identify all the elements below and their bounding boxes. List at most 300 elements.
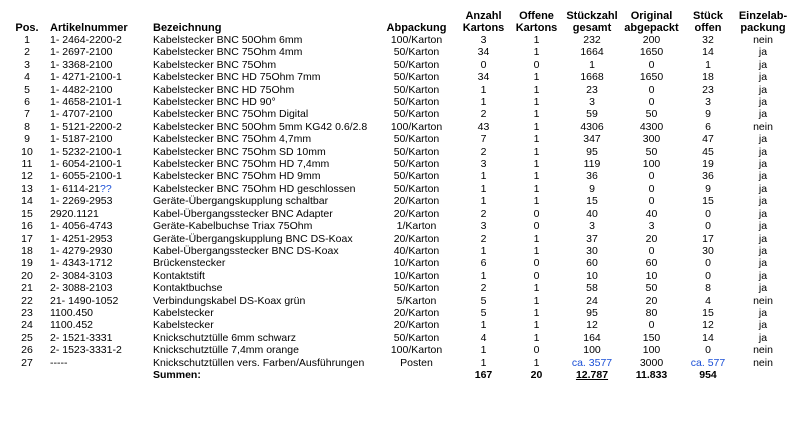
cell-stueck-offen: 32 [702,34,714,46]
table-row [6,344,792,356]
cell-pos: 20 [21,269,33,282]
cell-abpackung: 50/Karton [393,331,440,344]
cell-stueckzahl-gesamt: 1668 [580,71,604,84]
cell-offene-kartons: 0 [533,257,540,270]
cell-bezeichnung: Kabelstecker [153,306,214,319]
cell-artikelnummer: 1- 6054-2100-1 [50,158,122,171]
cell-bezeichnung: Kabelstecker BNC 75Ohm Digital [153,108,309,121]
cell-anzahl-kartons: 0 [480,58,487,71]
cell-stueck-offen: 45 [702,145,714,158]
cell-einzelabpackung: ja [758,269,768,282]
cell-original-abgepackt: 300 [642,133,661,146]
cell-stueckzahl-gesamt: 23 [586,83,598,96]
cell-einzelabpackung: nein [753,356,773,369]
cell-stueck-offen: 0 [705,220,711,233]
cell-stueck-offen: 47 [702,133,714,146]
cell-stueckzahl-gesamt: 9 [589,182,595,195]
cell-pos: 6 [24,96,30,109]
cell-pos: 25 [21,331,33,344]
cell-pos: 17 [21,232,33,245]
cell-offene-kartons: 1 [533,331,540,344]
table-row [6,195,792,207]
cell-pos: 26 [21,344,33,357]
cell-einzelabpackung: ja [758,170,768,183]
cell-offene-kartons: 1 [533,158,540,171]
cell-original-abgepackt: 50 [645,108,658,121]
cell-original-abgepackt: 80 [645,306,658,319]
cell-offene-kartons: 1 [533,120,540,133]
cell-artikelnummer: 1- 2464-2200-2 [50,34,122,46]
cell-einzelabpackung: ja [758,220,768,233]
cell-pos: 24 [21,319,33,332]
cell-anzahl-kartons: 2 [480,232,487,245]
cell-einzelabpackung: ja [758,306,768,319]
cell-abpackung: 50/Karton [393,83,440,96]
cell-stueckzahl-gesamt: 15 [586,195,598,208]
summary-empty-art [48,369,151,381]
summary-label: Summen: [153,368,201,381]
summary-empty-abp [376,369,457,381]
cell-stueck-offen: 15 [702,195,714,208]
table-row [6,158,792,170]
cell-artikelnummer: 1- 2697-2100 [50,46,113,59]
header-original-abgepackt: Original abgepackt [624,10,679,34]
cell-bezeichnung: Brückenstecker [153,257,226,270]
cell-bezeichnung: Kabelstecker BNC 50Ohm 5mm KG42 0.6/2.8 [153,120,368,133]
table-row [6,208,792,220]
cell-original-abgepackt: 1650 [639,71,664,84]
cell-bezeichnung: Geräte-Übergangskupplung BNC DS-Koax [153,232,353,245]
cell-stueck-offen: 9 [705,182,711,195]
cell-artikelnummer: 1- 2269-2953 [50,195,113,208]
cell-anzahl-kartons: 1 [480,356,487,369]
cell-offene-kartons: 1 [533,108,540,121]
cell-original-abgepackt: 200 [642,34,661,46]
cell-original-abgepackt: 50 [645,145,658,158]
cell-original-abgepackt: 150 [642,331,661,344]
cell-stueck-offen: 30 [702,244,714,257]
cell-stueckzahl-gesamt: 60 [586,257,598,270]
cell-bezeichnung: Kabelstecker BNC HD 75Ohm 7mm [153,71,321,84]
cell-einzelabpackung: ja [758,232,768,245]
cell-stueckzahl-gesamt: 12 [586,319,598,332]
header-row [6,10,792,34]
cell-offene-kartons: 1 [533,356,540,369]
cell-offene-kartons: 1 [533,83,540,96]
cell-anzahl-kartons: 4 [480,331,487,344]
table-row [6,84,792,96]
cell-einzelabpackung: ja [758,108,768,121]
cell-offene-kartons: 0 [533,220,540,233]
table-row [6,108,792,120]
cell-bezeichnung: Kabel-Übergangsstecker BNC DS-Koax [153,244,339,257]
cell-original-abgepackt: 3 [648,220,655,233]
cell-bezeichnung: Kabel-Übergangsstecker BNC Adapter [153,207,333,220]
cell-anzahl-kartons: 6 [480,257,487,270]
cell-bezeichnung: Knickschutztülle 7,4mm orange [153,344,299,357]
cell-pos: 21 [21,282,33,295]
cell-einzelabpackung: ja [758,83,768,96]
cell-anzahl-kartons: 34 [477,71,490,84]
cell-einzelabpackung: nein [753,120,773,133]
cell-stueck-offen: 17 [702,232,714,245]
cell-stueck-offen: 15 [702,306,714,319]
cell-offene-kartons: 0 [533,269,540,282]
table-row [6,46,792,58]
cell-abpackung: 100/Karton [390,344,443,357]
cell-abpackung: 20/Karton [393,306,440,319]
cell-artikelnummer: 1- 6114-21?? [50,182,112,195]
table-row [6,282,792,294]
cell-original-abgepackt: 0 [648,319,655,332]
header-offene-kartons: Offene Kartons [515,10,558,34]
cell-stueckzahl-gesamt: 3 [589,96,595,109]
cell-offene-kartons: 1 [533,306,540,319]
cell-bezeichnung: Kontaktbuchse [153,282,223,295]
cell-stueckzahl-gesamt: 164 [583,331,601,344]
cell-offene-kartons: 1 [533,319,540,332]
cell-original-abgepackt: 4300 [639,120,664,133]
cell-pos: 4 [24,71,30,84]
table-row [6,133,792,145]
cell-pos: 19 [21,257,33,270]
header-pos: Pos. [15,22,39,34]
cell-abpackung: 50/Karton [393,46,440,59]
header-stueck-offen: Stück offen [693,10,723,34]
table-row [6,257,792,269]
table-row [6,332,792,344]
header-artikelnummer: Artikelnummer [50,22,128,34]
cell-stueck-offen: 0 [705,207,711,220]
cell-einzelabpackung: ja [758,182,768,195]
cell-bezeichnung: Knickschutztüllen vers. Farben/Ausführungen [153,356,365,369]
cell-stueckzahl-gesamt: 40 [586,207,598,220]
cell-original-abgepackt: 0 [648,58,655,71]
cell-original-abgepackt: 20 [645,232,658,245]
cell-einzelabpackung: ja [758,71,768,84]
summary-row [6,369,792,381]
cell-pos: 8 [24,120,30,133]
unknown-marker: ?? [100,182,112,195]
cell-pos: 18 [21,244,33,257]
summary-anzahl: 167 [474,368,493,381]
cell-stueck-offen: 0 [705,344,711,357]
cell-pos: 9 [24,133,30,146]
cell-anzahl-kartons: 2 [480,145,487,158]
cell-pos: 10 [21,145,33,158]
cell-offene-kartons: 1 [533,96,540,109]
table-row [6,295,792,307]
cell-stueck-offen: 4 [705,294,711,307]
cell-original-abgepackt: 0 [648,195,655,208]
cell-artikelnummer: 1- 4658-2101-1 [50,96,122,109]
cell-stueck-offen: 8 [705,282,711,295]
cell-stueck-offen: 6 [705,120,711,133]
cell-stueckzahl-gesamt: 36 [586,170,598,183]
cell-stueckzahl-gesamt: 100 [583,344,601,357]
cell-bezeichnung: Geräte-Kabelbuchse Triax 75Ohm [153,220,313,233]
cell-artikelnummer: 1- 5187-2100 [50,133,113,146]
cell-abpackung: 5/Karton [396,294,437,307]
cell-stueckzahl-gesamt: 347 [583,133,601,146]
cell-abpackung: 40/Karton [393,244,440,257]
cell-artikelnummer: 1100.452 [50,319,94,332]
cell-anzahl-kartons: 1 [480,195,487,208]
cell-anzahl-kartons: 2 [480,108,487,121]
cell-artikelnummer: 1- 4279-2930 [50,244,113,257]
cell-abpackung: 50/Karton [393,145,440,158]
cell-abpackung: 20/Karton [393,207,440,220]
cell-original-abgepackt: 0 [648,170,655,183]
cell-offene-kartons: 0 [533,207,540,220]
summary-offene: 20 [530,368,543,381]
cell-artikelnummer: 1- 4707-2100 [50,108,113,121]
table-row [6,146,792,158]
cell-anzahl-kartons: 43 [477,120,490,133]
cell-pos: 2 [24,46,30,59]
cell-artikelnummer: 1- 4251-2953 [50,232,113,245]
header-anzahl-kartons: Anzahl Kartons [462,10,505,34]
cell-stueck-offen: 0 [705,257,711,270]
table-row [6,170,792,182]
table-row [6,59,792,71]
cell-original-abgepackt: 0 [648,96,655,109]
cell-anzahl-kartons: 1 [480,319,487,332]
cell-bezeichnung: Kabelstecker BNC 75Ohm SD 10mm [153,145,326,158]
cell-stueckzahl-gesamt: ca. 3577 [571,356,613,369]
table-row [6,270,792,282]
cell-bezeichnung: Kabelstecker BNC 75Ohm [153,58,277,71]
cell-stueckzahl-gesamt: 119 [583,158,601,171]
cell-pos: 16 [21,220,33,233]
cell-anzahl-kartons: 2 [480,282,487,295]
cell-stueck-offen: 14 [702,46,714,59]
cell-einzelabpackung: nein [753,294,773,307]
cell-pos: 13 [21,182,33,195]
cell-stueckzahl-gesamt: 58 [586,282,598,295]
cell-pos: 27 [21,356,33,369]
cell-artikelnummer: ----- [50,356,68,369]
cell-stueckzahl-gesamt: 1664 [580,46,604,59]
cell-anzahl-kartons: 1 [480,244,487,257]
cell-artikelnummer: 1100.450 [50,306,94,319]
cell-artikelnummer: 1- 4056-4743 [50,220,113,233]
cell-offene-kartons: 1 [533,282,540,295]
cell-stueck-offen: 9 [705,108,711,121]
summary-original: 11.833 [635,368,668,381]
table-body [6,34,792,369]
summary-empty-einz [734,369,792,381]
table-row [6,319,792,331]
cell-original-abgepackt: 40 [645,207,658,220]
cell-stueckzahl-gesamt: 95 [586,306,598,319]
cell-abpackung: 50/Karton [393,108,440,121]
cell-anzahl-kartons: 3 [480,34,487,46]
cell-einzelabpackung: ja [758,282,768,295]
cell-einzelabpackung: nein [753,344,773,357]
cell-offene-kartons: 1 [533,170,540,183]
cell-offene-kartons: 1 [533,232,540,245]
cell-original-abgepackt: 60 [645,257,658,270]
cell-artikelnummer: 2920.1121 [50,207,99,220]
cell-stueck-offen: 14 [702,331,714,344]
cell-einzelabpackung: ja [758,58,768,71]
cell-anzahl-kartons: 5 [480,294,487,307]
header-stueckzahl-gesamt: Stückzahl gesamt [566,10,618,34]
cell-offene-kartons: 1 [533,133,540,146]
cell-offene-kartons: 0 [533,58,540,71]
summary-empty-pos [6,369,48,381]
cell-einzelabpackung: ja [758,145,768,158]
table-row [6,233,792,245]
table-row [6,220,792,232]
cell-offene-kartons: 1 [533,182,540,195]
cell-einzelabpackung: ja [758,244,768,257]
cell-anzahl-kartons: 1 [480,170,487,183]
cell-einzelabpackung: ja [758,331,768,344]
cell-offene-kartons: 1 [533,71,540,84]
cell-pos: 5 [24,83,30,96]
cell-artikelnummer: 1- 6055-2100-1 [50,170,122,183]
cell-bezeichnung: Geräte-Übergangskupplung schaltbar [153,195,329,208]
cell-bezeichnung: Kontaktstift [153,269,205,282]
cell-stueckzahl-gesamt: 37 [586,232,598,245]
table-row [6,245,792,257]
cell-anzahl-kartons: 7 [480,133,487,146]
cell-original-abgepackt: 100 [642,158,661,171]
summary-stueckzahl: 12.787 [575,368,609,381]
cell-original-abgepackt: 50 [645,282,658,295]
cell-einzelabpackung: ja [758,257,768,270]
cell-pos: 7 [24,108,30,121]
cell-anzahl-kartons: 1 [480,182,487,195]
cell-anzahl-kartons: 3 [480,158,487,171]
cell-bezeichnung: Kabelstecker BNC 50Ohm 6mm [153,34,303,46]
cell-artikelnummer: 1- 4482-2100 [50,83,113,96]
cell-stueck-offen: 23 [702,83,714,96]
cell-bezeichnung: Kabelstecker BNC 75Ohm HD 7,4mm [153,158,330,171]
cell-pos: 1 [24,34,30,46]
cell-anzahl-kartons: 34 [477,46,490,59]
cell-bezeichnung: Kabelstecker BNC 75Ohm 4,7mm [153,133,312,146]
cell-einzelabpackung: ja [758,158,768,171]
cell-stueck-offen: 12 [702,319,714,332]
cell-anzahl-kartons: 1 [480,83,487,96]
cell-abpackung: Posten [400,356,433,369]
cell-bezeichnung: Kabelstecker [153,319,214,332]
table-row [6,307,792,319]
cell-anzahl-kartons: 1 [480,344,487,357]
cell-einzelabpackung: ja [758,46,768,59]
cell-anzahl-kartons: 3 [480,220,487,233]
cell-bezeichnung: Kabelstecker BNC 75Ohm HD 9mm [153,170,321,183]
cell-pos: 23 [21,306,33,319]
header-einzelabpackung: Einzelab- packung [738,10,788,34]
header-bezeichnung: Bezeichnung [153,22,222,34]
inventory-table [6,10,792,381]
cell-artikelnummer: 1- 3368-2100 [50,58,113,71]
cell-artikelnummer: 2- 3088-2103 [50,282,113,295]
cell-artikelnummer: 1- 5232-2100-1 [50,145,122,158]
cell-offene-kartons: 0 [533,344,540,357]
cell-stueck-offen: 0 [705,269,711,282]
cell-abpackung: 10/Karton [393,257,440,270]
cell-stueckzahl-gesamt: 3 [589,220,595,233]
cell-abpackung: 20/Karton [393,319,440,332]
cell-anzahl-kartons: 1 [480,96,487,109]
cell-stueckzahl-gesamt: 95 [586,145,598,158]
cell-einzelabpackung: nein [753,34,773,46]
cell-einzelabpackung: ja [758,207,768,220]
cell-stueck-offen: 36 [702,170,714,183]
cell-artikelnummer: 1- 4343-1712 [50,257,113,270]
table-row [6,357,792,369]
cell-bezeichnung: Verbindungskabel DS-Koax grün [153,294,306,307]
cell-anzahl-kartons: 2 [480,207,487,220]
cell-abpackung: 50/Karton [393,182,440,195]
cell-artikelnummer: 2- 1523-3331-2 [50,344,122,357]
cell-stueck-offen: 3 [705,96,711,109]
cell-einzelabpackung: ja [758,195,768,208]
cell-abpackung: 100/Karton [390,34,443,46]
cell-offene-kartons: 1 [533,244,540,257]
cell-original-abgepackt: 1650 [639,46,664,59]
cell-stueck-offen: 19 [702,158,714,171]
cell-offene-kartons: 1 [533,34,540,46]
cell-original-abgepackt: 0 [648,182,655,195]
cell-stueckzahl-gesamt: 232 [583,34,601,46]
cell-stueck-offen: 18 [702,71,714,84]
cell-artikelnummer: 2- 1521-3331 [50,331,113,344]
table-row [6,96,792,108]
cell-offene-kartons: 1 [533,294,540,307]
cell-original-abgepackt: 0 [648,83,655,96]
cell-abpackung: 50/Karton [393,282,440,295]
cell-artikelnummer: 1- 4271-2100-1 [50,71,122,84]
cell-stueckzahl-gesamt: 59 [586,108,598,121]
cell-abpackung: 50/Karton [393,170,440,183]
cell-einzelabpackung: ja [758,96,768,109]
cell-abpackung: 50/Karton [393,133,440,146]
cell-stueck-offen: 1 [705,58,711,71]
cell-abpackung: 50/Karton [393,71,440,84]
cell-offene-kartons: 1 [533,195,540,208]
table-row [6,183,792,195]
cell-artikelnummer: 21- 1490-1052 [50,294,119,307]
cell-abpackung: 20/Karton [393,195,440,208]
cell-artikelnummer: 2- 3084-3103 [50,269,113,282]
cell-einzelabpackung: ja [758,133,768,146]
cell-stueckzahl-gesamt: 30 [586,244,598,257]
summary-stueck-offen: 954 [699,368,717,381]
cell-abpackung: 50/Karton [393,96,440,109]
cell-stueckzahl-gesamt: 1 [589,58,595,71]
cell-original-abgepackt: 100 [642,344,661,357]
cell-pos: 11 [21,158,33,171]
cell-stueckzahl-gesamt: 10 [586,269,598,282]
cell-offene-kartons: 1 [533,46,540,59]
cell-stueckzahl-gesamt: 24 [586,294,598,307]
cell-original-abgepackt: 20 [645,294,658,307]
cell-abpackung: 1/Karton [396,220,437,233]
cell-bezeichnung: Kabelstecker BNC 75Ohm 4mm [153,46,303,59]
cell-stueck-offen: ca. 577 [690,356,726,369]
cell-bezeichnung: Kabelstecker BNC 75Ohm HD geschlossen [153,182,356,195]
cell-pos: 3 [24,58,30,71]
cell-abpackung: 50/Karton [393,158,440,171]
cell-artikelnummer: 1- 5121-2200-2 [50,120,122,133]
cell-abpackung: 20/Karton [393,232,440,245]
